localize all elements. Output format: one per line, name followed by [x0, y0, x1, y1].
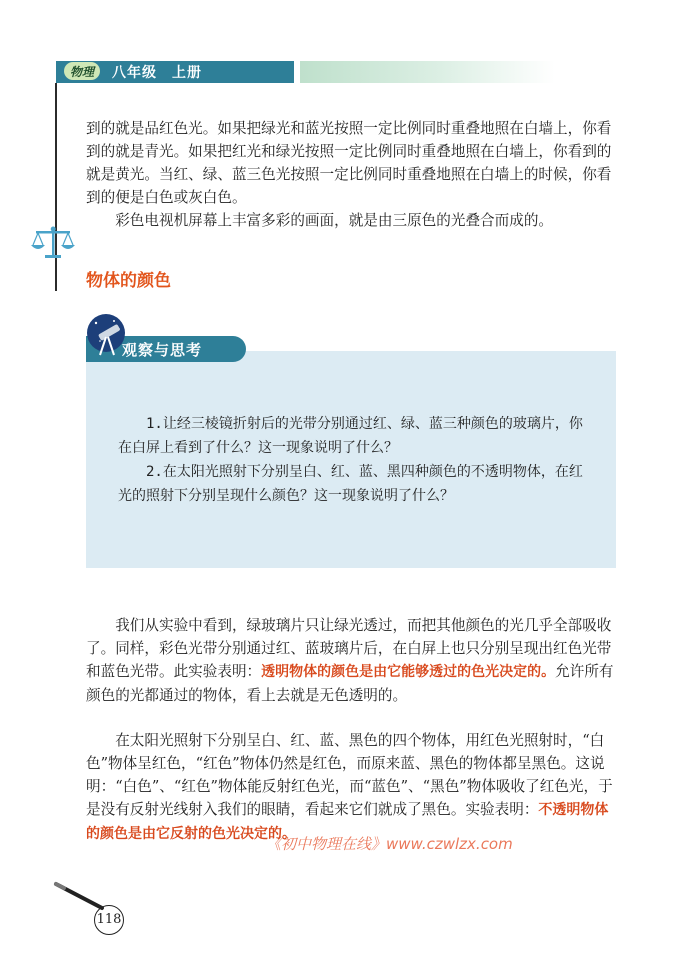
observe-question-2: 2.在太阳光照射下分别呈白、红、蓝、黑四种颜色的不透明物体，在红光的照射下分别呈现什么颜色？这一现象说明了什么？ — [118, 464, 583, 504]
subject-badge: 物理 — [64, 62, 100, 80]
paragraph-3-tail: 允许所有颜色的光都通过的物体，看上去就是无色透明的。 — [86, 663, 614, 704]
observe-title: 观察与思考 — [122, 341, 203, 359]
header-gradient-band — [300, 61, 555, 83]
section-title: 物体的颜色 — [86, 271, 171, 291]
page-number: 118 — [94, 905, 124, 935]
observe-question-1: 1.让经三棱镜折射后的光带分别通过红、绿、蓝三种颜色的玻璃片，你在白屏上看到了什么？这一现象说明了什么？ — [118, 416, 583, 456]
paragraph-2: 彩色电视机屏幕上丰富多彩的画面，就是由三原色的光叠合而成的。 — [115, 212, 554, 229]
watermark: 《初中物理在线》www.czwlzx.com — [266, 835, 513, 853]
conclusion-opaque: 不透明物体的颜色是由它反射的色光决定的。 — [86, 802, 609, 842]
paragraph-3 — [86, 614, 621, 707]
paragraph-4 — [86, 729, 621, 846]
scale-icon — [30, 225, 76, 261]
book-title: 八年级 上册 — [112, 65, 202, 81]
paragraph-3-text: 我们从实验中看到，绿玻璃片只让绿光透过，而把其他颜色的光几乎全部吸收了。同样，彩色光带分别通过红、蓝玻璃片后，在白屏上也只分别呈现出红色光带和蓝色光带。此实验表明： — [86, 617, 612, 680]
conclusion-transparent: 透明物体的颜色是由它能够透过的色光决定的。 — [261, 664, 556, 680]
paragraph-4-text: 在太阳光照射下分别呈白、红、蓝、黑色的四个物体，用红色光照射时，“白色”物体呈红色，“红色”物体仍然是红色，而原来蓝、黑色的物体都呈黑色。这说明：“白色”、“红色”物体能反射红色光，而“蓝色”、“黑色”物体吸收了红色光，于是没有反射光线射入我们的眼睛，看起来它们就成了黑色。实验表明： — [86, 732, 613, 818]
paragraph-1: 到的就是品红色光。如果把绿光和蓝光按照一定比例同时重叠地照在白墙上，你看到的就是青光。如果把红光和绿光按照一定比例同时重叠地照在白墙上，你看到的就是黄光。当红、绿、蓝三色光按照一定比例同时重叠地照在白墙上的时候，你看到的便是白色或灰白色。 — [86, 120, 612, 206]
